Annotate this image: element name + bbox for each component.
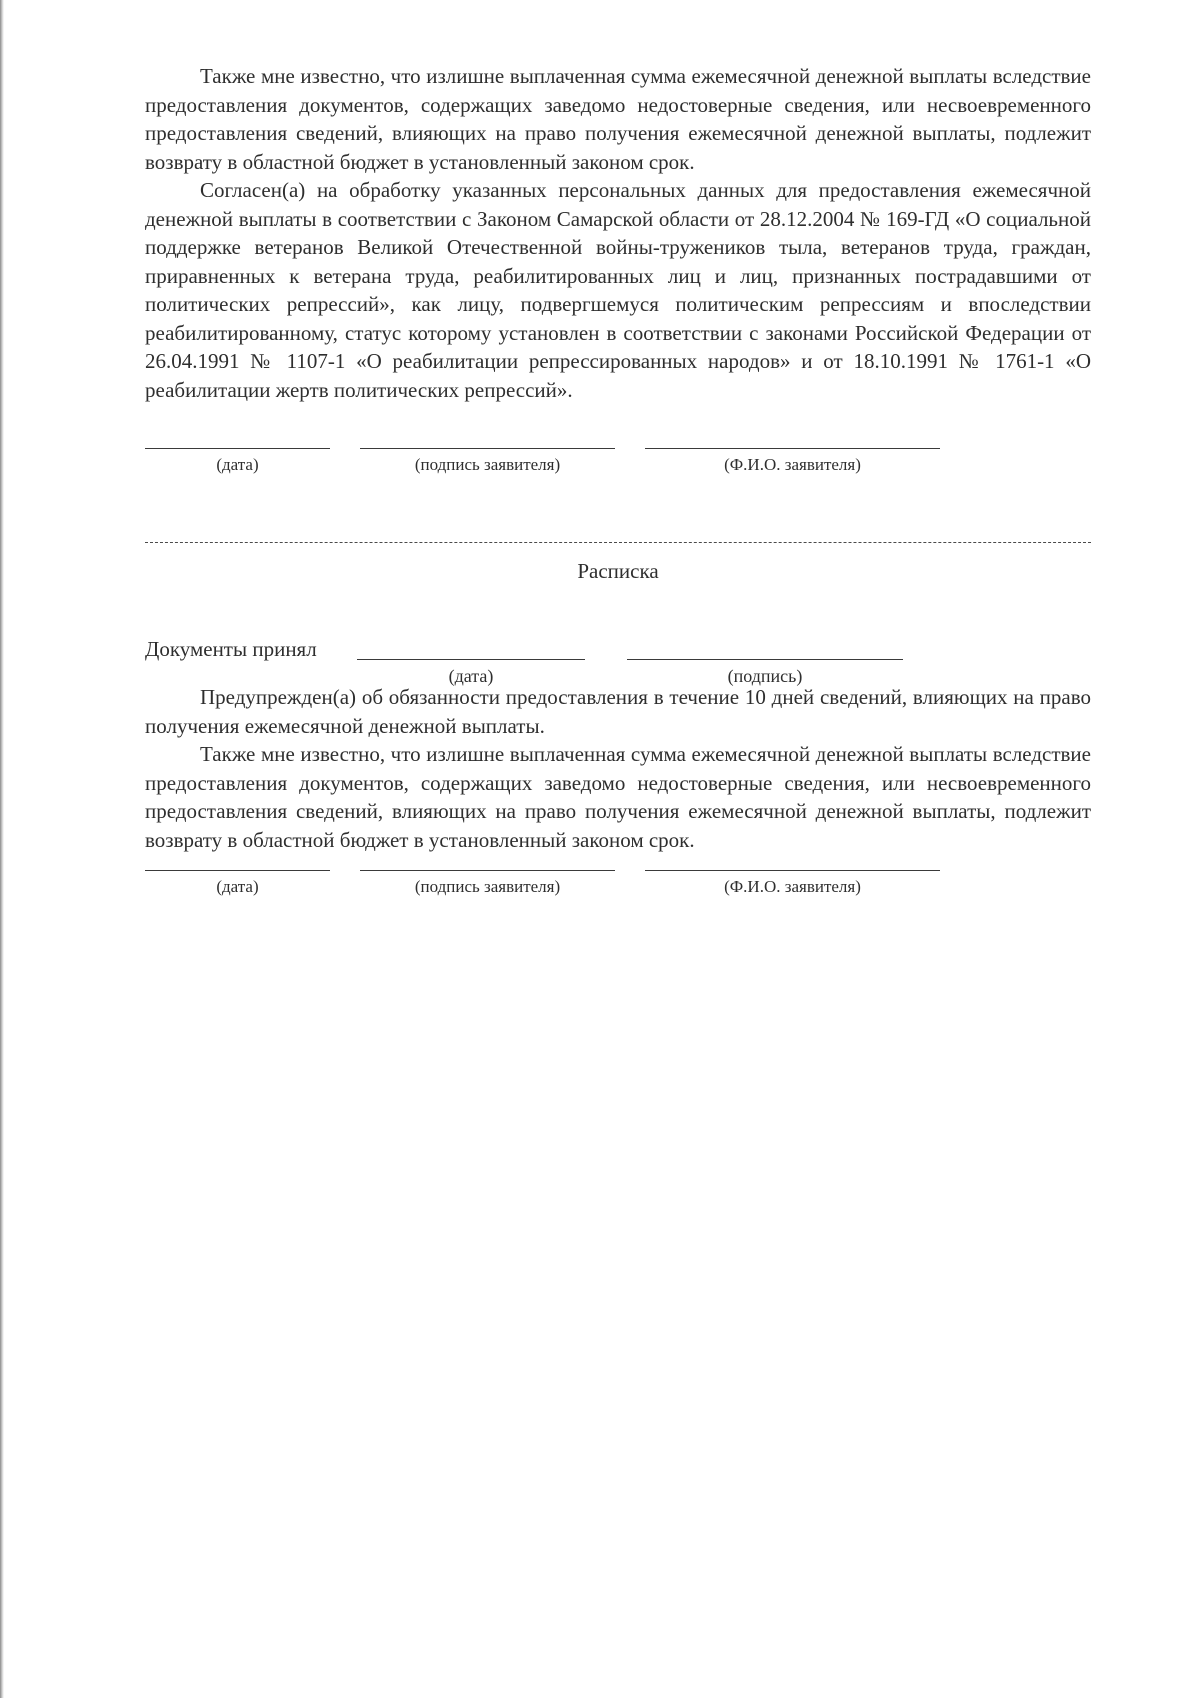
- documents-accepted-label: Документы принял: [145, 637, 317, 661]
- receipt-date-line: [357, 659, 585, 686]
- signature-block-top: [145, 448, 1091, 494]
- paragraph-warning: Предупрежден(а) об обязанности предоставления в течение 10 дней сведений, влияющих на право получения ежемесячной денежной выплаты.: [145, 685, 1091, 738]
- documents-accepted-row: [145, 635, 1091, 686]
- receipt-signature-caption: (подпись): [727, 666, 803, 686]
- paragraph-consent: Согласен(а) на обработку указанных персональных данных для предоставления ежемесячной денежной выплаты в соответствии с Законом Самарской области от 28.12.2004 № 169-ГД «О социальной поддержке ветеранов Великой Отечественной войны-тружеников тыла, ветеранов труда, граждан, приравненных к ветерана труда, реабилитированных лиц и лиц, признанных пострадавшими от политических репрессий», как лицу, подвергшемуся политическим репрессиям и впоследствии реабилитированному, статус которому установлен в соответствии с законами Российской Федерации от 26.04.1991 № 1107-1 «О реабилитации репрессированных народов» и от 18.10.1991 № 1761-1 «О реабилитации жертв политических репрессий».: [145, 178, 1091, 402]
- signature-caption: (подпись заявителя): [414, 455, 561, 474]
- date-caption: (дата): [216, 455, 259, 474]
- paragraph-overpayment-notice: Также мне известно, что излишне выплаченная сумма ежемесячной денежной выплаты вследствие предоставления документов, содержащих заведомо недостоверные сведения, или несвоевременного предоставления сведений, влияющих на право получения ежемесячной денежной выплаты, подлежит возврату в областной бюджет в установленный законом срок.: [145, 64, 1091, 174]
- signature-line: [360, 870, 615, 896]
- paragraph-overpayment-notice-receipt: Также мне известно, что излишне выплаченная сумма ежемесячной денежной выплаты вследствие предоставления документов, содержащих заведомо недостоверные сведения, или несвоевременного предоставления сведений, влияющих на право получения ежемесячной денежной выплаты, подлежит возврату в областной бюджет в установленный законом срок.: [145, 742, 1091, 852]
- document-page: [145, 62, 1091, 916]
- receipt-title: Расписка: [577, 559, 659, 583]
- date-line: [145, 448, 330, 474]
- fio-line: [645, 448, 940, 474]
- signature-line: [360, 448, 615, 474]
- scan-edge: [0, 0, 4, 1698]
- receipt-date-caption: (дата): [448, 666, 494, 686]
- date-line: [145, 870, 330, 896]
- date-caption: (дата): [216, 877, 259, 896]
- fio-caption: (Ф.И.О. заявителя): [724, 455, 861, 474]
- signature-block-bottom: [145, 870, 1091, 916]
- signature-caption: (подпись заявителя): [414, 877, 561, 896]
- fio-line: [645, 870, 940, 896]
- receipt-signature-line: [627, 659, 903, 686]
- fio-caption: (Ф.И.О. заявителя): [724, 877, 861, 896]
